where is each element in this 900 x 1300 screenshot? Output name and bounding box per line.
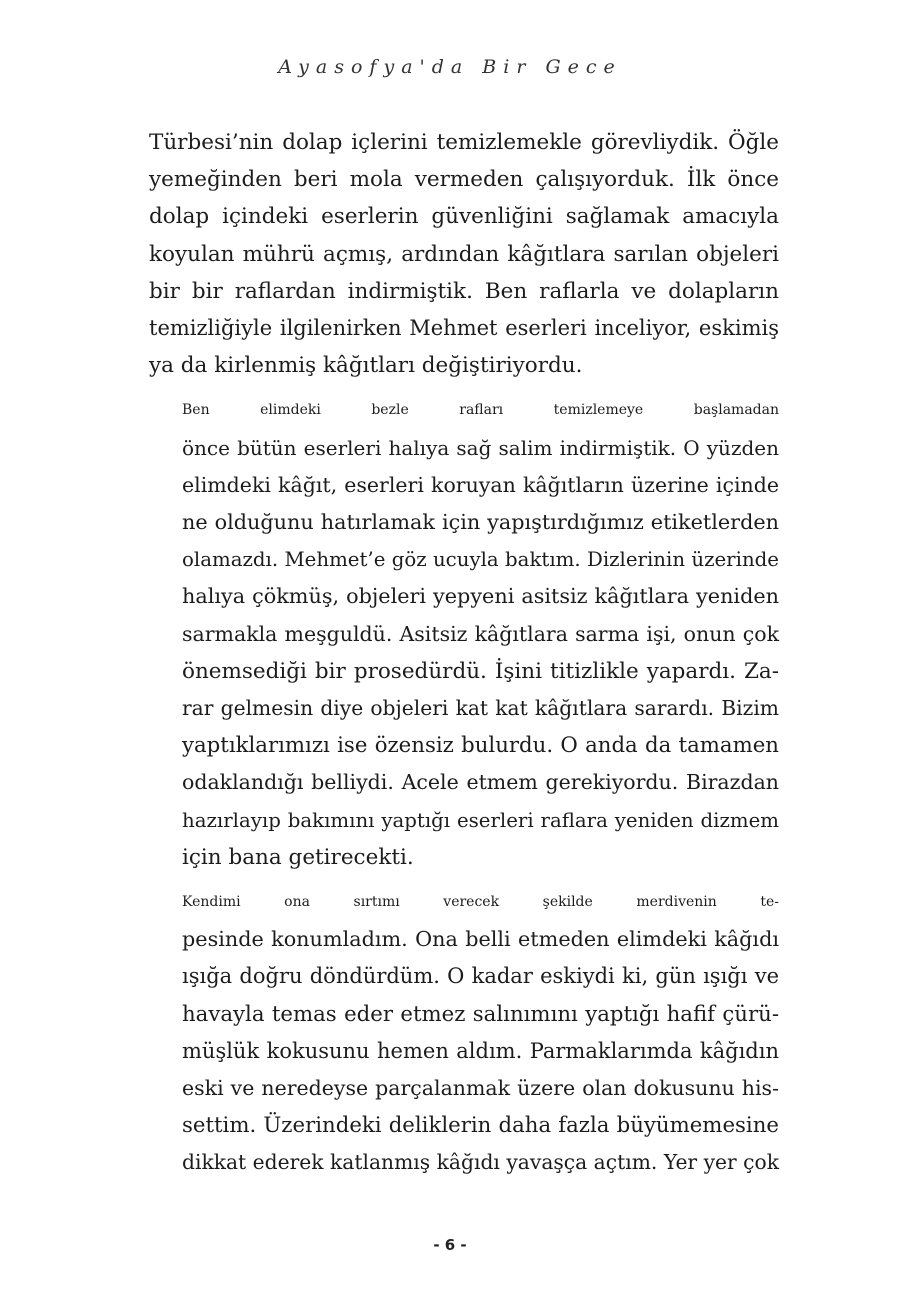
text-line: koyulan mührü açmış, ardından kâğıtlara sarılan objeleri: [149, 241, 779, 267]
text-line: hazırlayıp bakımını yaptığı eserleri raflara yeniden dizmem: [182, 808, 779, 832]
running-title: Ayasofya'da Bir Gece: [278, 56, 622, 78]
paragraph-2: [149, 392, 779, 876]
text-line: halıya çökmüş, objeleri yepyeni asitsiz kâğıtlara yeniden: [182, 584, 779, 609]
paragraph-3: [149, 884, 779, 1182]
text-line: elimdeki kâğıt, eserleri koruyan kâğıtların üzerine içinde: [182, 472, 779, 497]
text-line: dikkat ederek katlanmış kâğıdı yavaşça açtım. Yer yer çok: [182, 1150, 779, 1175]
text-line: rar gelmesin diye objeleri kat kat kâğıtlara sarardı. Bizim: [182, 696, 779, 721]
text-line: ışığa doğru döndürdüm. O kadar eskiydi ki, gün ışığı ve: [182, 964, 779, 989]
text-line: Türbesi’nin dolap içlerini temizlemekle görevliydik. Öğle: [149, 130, 779, 155]
body-text: [149, 124, 779, 1182]
text-line: sarmakla meşguldü. Asitsiz kâğıtlara sarma işi, onun çok: [182, 621, 779, 646]
paragraph-1: [149, 124, 779, 384]
page-number: - 6 -: [433, 1236, 467, 1254]
text-line: ne olduğunu hatırlamak için yapıştırdığımız etiketlerden: [182, 510, 779, 535]
text-line: Ben elimdeki bezle rafları temizlemeye başlamadan: [182, 402, 779, 419]
text-line: olamazdı. Mehmet’e göz ucuyla baktım. Dizlerinin üzerinde: [182, 548, 779, 572]
text-line: dolap içindeki eserlerin güvenliğini sağlamak amacıyla: [149, 204, 779, 230]
text-line: önemsediği bir prosedürdü. İşini titizlikle yapardı. Za-: [182, 658, 779, 684]
text-line: yaptıklarımızı ise özensiz bulurdu. O anda da tamamen: [182, 733, 779, 759]
text-line: havayla temas eder etmez salınımını yaptığı hafif çürü-: [182, 1001, 779, 1027]
text-line: settim. Üzerindeki deliklerin daha fazla büyümemesine: [182, 1113, 779, 1139]
text-line: için bana getirecekti.: [182, 844, 414, 870]
text-line: önce bütün eserleri halıya sağ salim indirmiştik. O yüzden: [182, 435, 779, 460]
text-line: odaklandığı belliydi. Acele etmem gerekiyordu. Birazdan: [182, 770, 779, 795]
text-line: yemeğinden beri mola vermeden çalışıyorduk. İlk önce: [149, 167, 779, 193]
text-line: müşlük kokusunu hemen aldım. Parmaklarımda kâğıdın: [182, 1038, 779, 1063]
text-line: Kendimi ona sırtımı verecek şekilde merdivenin te-: [182, 894, 779, 911]
text-line: ya da kirlenmiş kâğıtları değiştiriyordu.: [149, 353, 583, 379]
text-line: eski ve neredeyse parçalanmak üzere olan dokusunu his-: [182, 1076, 779, 1101]
text-line: pesinde konumladım. Ona belli etmeden elimdeki kâğıdı: [182, 927, 779, 952]
text-line: bir bir raflardan indirmiştik. Ben raflarla ve dolapların: [149, 278, 779, 304]
text-line: temizliğiyle ilgilenirken Mehmet eserleri inceliyor, eskimiş: [149, 316, 779, 341]
